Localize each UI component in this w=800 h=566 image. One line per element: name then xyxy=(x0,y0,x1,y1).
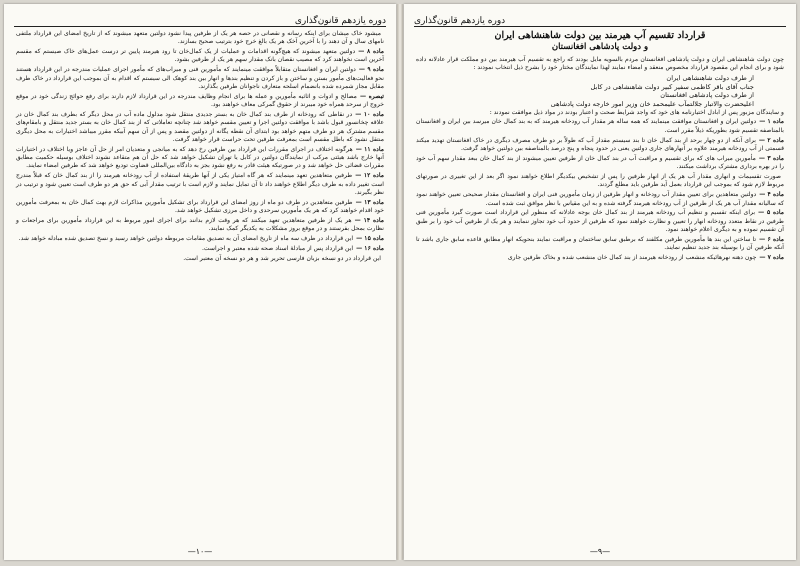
delegate-line: از طرف دولت شاهنشاهی ایران xyxy=(666,74,754,83)
article-text: این قرارداد پس از مبادلهٔ اسناد صحه شده معتبر و اجراست. xyxy=(201,245,354,253)
article-paragraph xyxy=(16,217,384,234)
delegate-line: اعلیحضرت والاتبار جلالتمآب علیمحمد خان وزیر امور خارجه دولت پادشاهی xyxy=(550,99,754,108)
document-title: قرارداد تقسیم آب هیرمند بین دولت شاهنشاهی ایران xyxy=(494,30,706,41)
delegate-line: جناب آقای باقر کاظمی سفیر کبیر دولت شاهنشاهی در کابل xyxy=(590,82,754,91)
article-text: صورت تقسیمات و انهاری مقدار آب هر یک از انهار طرفین را پس از تشخیص بیکدیگر اطلاع خواهند نمود اگر بعد از این تغییری در صورتهای مربوط لازم شود که بموجب این قرارداد بعمل آید طرفین باید مطلع گردند. xyxy=(416,173,784,189)
article-paragraph xyxy=(16,111,384,144)
document-subtitle: و دولت پادشاهی افغانستان xyxy=(551,42,649,52)
article-text: دولتین متعهد میشوند که هیچ‌گونه اقدامات و عملیات از یک کمال‌خان تا رود هیرمند پایین تر درست عمل‌های خاک صیستم که مقسم آخرین است نخواهند کرد که مصیب نقصان بانک مقدار سهم هر یک از طرفین بشود. xyxy=(16,48,384,64)
article-paragraph xyxy=(16,48,384,65)
article-paragraph xyxy=(416,191,784,208)
article-paragraph xyxy=(16,146,384,171)
article-text: طرفین متعاهدین در طرف دو ماه از روز امضای این قرارداد برای تشکیل مأمورین مذاکرات لازم بهت کمال خان به بمعرفت مأمورین خود اقدام خواهند کرد که هر یک مأمورین سرحدی و داخل مرزی تشکیل خواهد شد. xyxy=(16,198,384,215)
article-label: ماده ۱۲ — xyxy=(355,172,384,180)
article-text: تا ساختن این بند ها مأمورین طرفین مکلفند که برطبق سابق ساختمان و مراقبت نمایند بنحویکه انهار مطابق قاعده سابق جاری باشد تا آنکه طرفین آن را بوسیله بند جدید تنظیم نمایند. xyxy=(416,235,784,252)
article-paragraph xyxy=(16,93,384,110)
running-title: دوره یازدهم قانون‌گذاری xyxy=(414,16,506,26)
article-text: دولتین متعاهدین برای تعیین مقدار آب رودخانه و انهار طرفین از زمان مأمورین فنی ایران و افغانستان مقدار صحیحی تعیین خواهند نمود که سالیانه مقدار آب هر یک از طرفین از آب رودخانه هیرمند گرفته شده و به این مقیاس با نظر موافق ثبت شده است. xyxy=(416,191,784,207)
left-page-header xyxy=(14,10,386,27)
preamble-closing: و سایندگان مزبور پس از ابادل اختیارنامه های خود که واجد شرایط صحت و اعتبار بودند در مواد ذیل موافقت نمودند : xyxy=(489,108,784,116)
page-number: —۹— xyxy=(589,547,611,556)
book-gutter xyxy=(397,4,403,560)
article-text: طرفین متعاهدین تعهد مینمایند که هر گاه امتیاز یکی از آنها طریقهٔ استفاده از آب رودخانه هیرمند را از بند کمال خان که قبلاً مندرج است تغییر داده به طرف دیگر اطلاع خواهند داد تا آن تمایل نمایند و لازم است با ترتیب مقدار آبی که حق هر دو طرف است تعیین شود و ترتیب در نظر بگیرند. xyxy=(16,172,384,196)
preamble: چون دولت شاهنشاهی ایران و دولت پادشاهی افغانستان مردم بالسویه مایل بودند که راجع به تقسیم آب هیرمند بین دو مملکت قرار عادلانه داده شود و برای انجام این مقصود قرارداد مخصوص منعقد و امضاء نمایند لهذا نمایندگان مختار خود را بشرح ذیل انتخاب نمودند : xyxy=(416,56,784,72)
delegate-line: از طرف دولت پادشاهی افغانستان xyxy=(660,91,754,100)
article-paragraph xyxy=(416,118,784,135)
article-text: هر یک از طرفین متعاهدین تعهد میکنند که هر وقت لازم بدانند برای اجرای امور مربوط به این قرارداد مأمورین برای مراجعات و نظارت بمحل بفرستند و در موقع بروز مشکلات به یکدیگر کمک نمایند. xyxy=(16,216,384,233)
article-text: این قرارداد در طرف سه ماه از تاریخ امضای آن به تصدیق مقامات مربوطه دولتین خواهد رسید و نسخ تصدیق شده مبادله خواهد شد. xyxy=(18,235,354,243)
article-paragraph xyxy=(416,236,784,253)
right-page xyxy=(404,4,796,560)
article-text: این قرارداد در دو نسخه بزبان فارسی تحریر شد و هر دو نسخه آن معتبر است. xyxy=(183,254,381,262)
article-label: ماده ۱۳ — xyxy=(355,198,384,206)
article-paragraph xyxy=(16,66,384,91)
article-text: مأمورین میراب های که برای تقسیم و مراقبت آب در بند کمال خان از طرفین تعیین میشوند از بند کمال خان ببعد مقدار سهم آب خود را در بهره برداری مشترک برداشت میکنند. xyxy=(416,154,784,171)
article-paragraph xyxy=(416,137,784,154)
right-page-header xyxy=(414,10,786,27)
article-text: برای آنکه از دو چهار برحد از بند کمال خان تا بند سیستم مقدار آب که طولاً بر دو طرف مصرف دیگری در خاک افغانستان تهدید میکند قسمتی از آب رودخانه هیرمند علاوه بر آنهارهای جاری دولتین یعنی در حدود پنجاه و پنج درصد بالمناصفه بین دولتین خواهد گرفت. xyxy=(416,136,784,152)
article-paragraph xyxy=(16,30,384,47)
right-page-body xyxy=(416,30,784,542)
article-label: ماده ۱۵ — xyxy=(356,235,384,243)
article-label: ماده ۵ — xyxy=(758,209,784,217)
article-label: ماده ۱۱ — xyxy=(355,145,384,153)
page-number: —۱۰— xyxy=(187,547,213,556)
article-label: ماده ۳ — xyxy=(758,154,784,162)
article-label: ماده ۸ — xyxy=(358,48,384,56)
article-label: ماده ۴ — xyxy=(759,191,785,199)
article-paragraph xyxy=(416,254,784,262)
article-paragraph xyxy=(16,255,384,263)
article-label: تبصره — xyxy=(359,92,384,100)
article-text: میشود خاک میشان برای اینکه رسانه و نقصانی در حصه هر یک از طرفین پیدا نشود دولتین متعهد میشوند که از تاریخ امضای این قرارداد ملتفی نامهای سال و آن دهند را با آخرین آخک هر یک بالغ خرج خود بترتیب صحیح بسازند. xyxy=(16,30,384,46)
article-paragraph xyxy=(416,209,784,234)
article-paragraph xyxy=(16,245,384,253)
article-label: ماده ۱۴ — xyxy=(354,216,385,224)
article-text: مصالح و ادوات و اثاثیه مأمورین و عمله ها برای انجام وظایف مندرجه در این قرارداد لازم دارند برای رفع حوائج زندگی خود در موقع خروج از سرحد همراه خود میبرند از حقوق گمرکی معاف خواهند بود. xyxy=(16,92,384,109)
article-paragraph xyxy=(16,235,384,243)
article-label: ماده ۱۰ — xyxy=(355,111,385,119)
article-text: دولتین ایران و افغانستان موافقت مینمایند که همه ساله هر مقدار آب رودخانه هیرمند که به بند کمال خان میرسد بین ایران و افغانستان بالمناصفه تقسیم شود بطوریکه ذیلاً مقرر است. xyxy=(416,118,784,134)
left-page-body xyxy=(16,30,384,542)
article-text: چون دهنه نهرهائیکه منشعب از رودخانه هیرمند از بند کمال خان منشعب شده و بخاک طرفین جاری xyxy=(507,254,757,262)
article-text: هرگونه اختلاف در اجرای مقررات این قرارداد بین طرفین رخ دهد که به میانجی و متعدیان امر از حل آن عاجز ویا اختلاف در اختیارات آنها خارج باشد هیئتی مرکب از نمایندگان دولتین در کابل یا تهران تشکیل خواهد شد که حل آن هم متقاعد نشوند اختلاف بوسیله حکمیت مطابق مقررات قضائی حل خواهد شد و در صورتیکه هیئت قادر به رفع نشود بجز به دادگاه بین‌المللی قضاوت تودیع خواهد شد که طرفین امضاء نمایند. xyxy=(16,145,384,170)
article-label: ماده ۲ — xyxy=(758,136,784,144)
article-text: در نقاطی که رودخانه از طرف بند کمال خان به بستر جدیدی منتقل شود مدلول ماده آب در محل دیگر که بطرف بند کمال خان در علاقه چخانسور قبول باشد با موافقت دولتین اجرا و تعیین مقسم خواهد شد چنانچه تعاملاتی که از بند کمال خان به بستر جدید منتقل و بامقام‌های مقسم مشترک هر دو طرف متهم خواهد بود ابتدای آن نقطه یگانه از دولتین مقصد و پس از آن سهم آبیکه مقرر میباشد اختیارات به محل دیگری منتقل نشود که باطل مقسم است بمعرفت طرفین تحت حراست قرار خواهد گرفت. xyxy=(16,111,384,143)
article-label: ماده ۱۶ — xyxy=(356,245,384,253)
article-paragraph xyxy=(16,172,384,197)
article-text: برای اینکه تقسیم و تنظیم آب رودخانه هیرمند از بند کمال خان بوجه عادلانه که منظور این قرارداد است صورت گیرد مأمورین فنی طرفین در نقاط متعدد رودخانه انهار را تعیین و نظارت خواهند نمود که طرفین از حدود آب خود تجاوز ننمایند و هر یک از طرفین آب خود را بر طبق آن تقسیم نموده و به دیگری اعلام خواهند نمود. xyxy=(416,209,784,233)
running-title: دوره یازدهم قانون‌گذاری xyxy=(294,16,386,26)
article-label: ماده ۹ — xyxy=(358,66,384,74)
article-label: ماده ۱ — xyxy=(759,118,784,126)
article-paragraph xyxy=(416,155,784,172)
article-label: ماده ۶ — xyxy=(759,235,785,243)
article-paragraph xyxy=(416,173,784,190)
article-text: دولتین ایران و افغانستان متقابلاً موافقت مینمایند که مأمورین فنی و میراب‌های که مأمور اجرای عملیات مندرجه در این قرارداد هستند نحو فعالیت‌های مأمور بستن و ساختن و باز کردن و تنظیم بندها و انهار بین بند کوهک الی سیستم که اقدام به آن بموجب این قرارداد در خاک طرف مقابل مجاز شمرده شده بانضمام اسلحه متعارف ناجوانان طرفین بگذارند. xyxy=(16,66,384,90)
left-page xyxy=(4,4,396,560)
article-paragraph xyxy=(16,199,384,216)
article-label: ماده ۷ — xyxy=(759,254,784,262)
